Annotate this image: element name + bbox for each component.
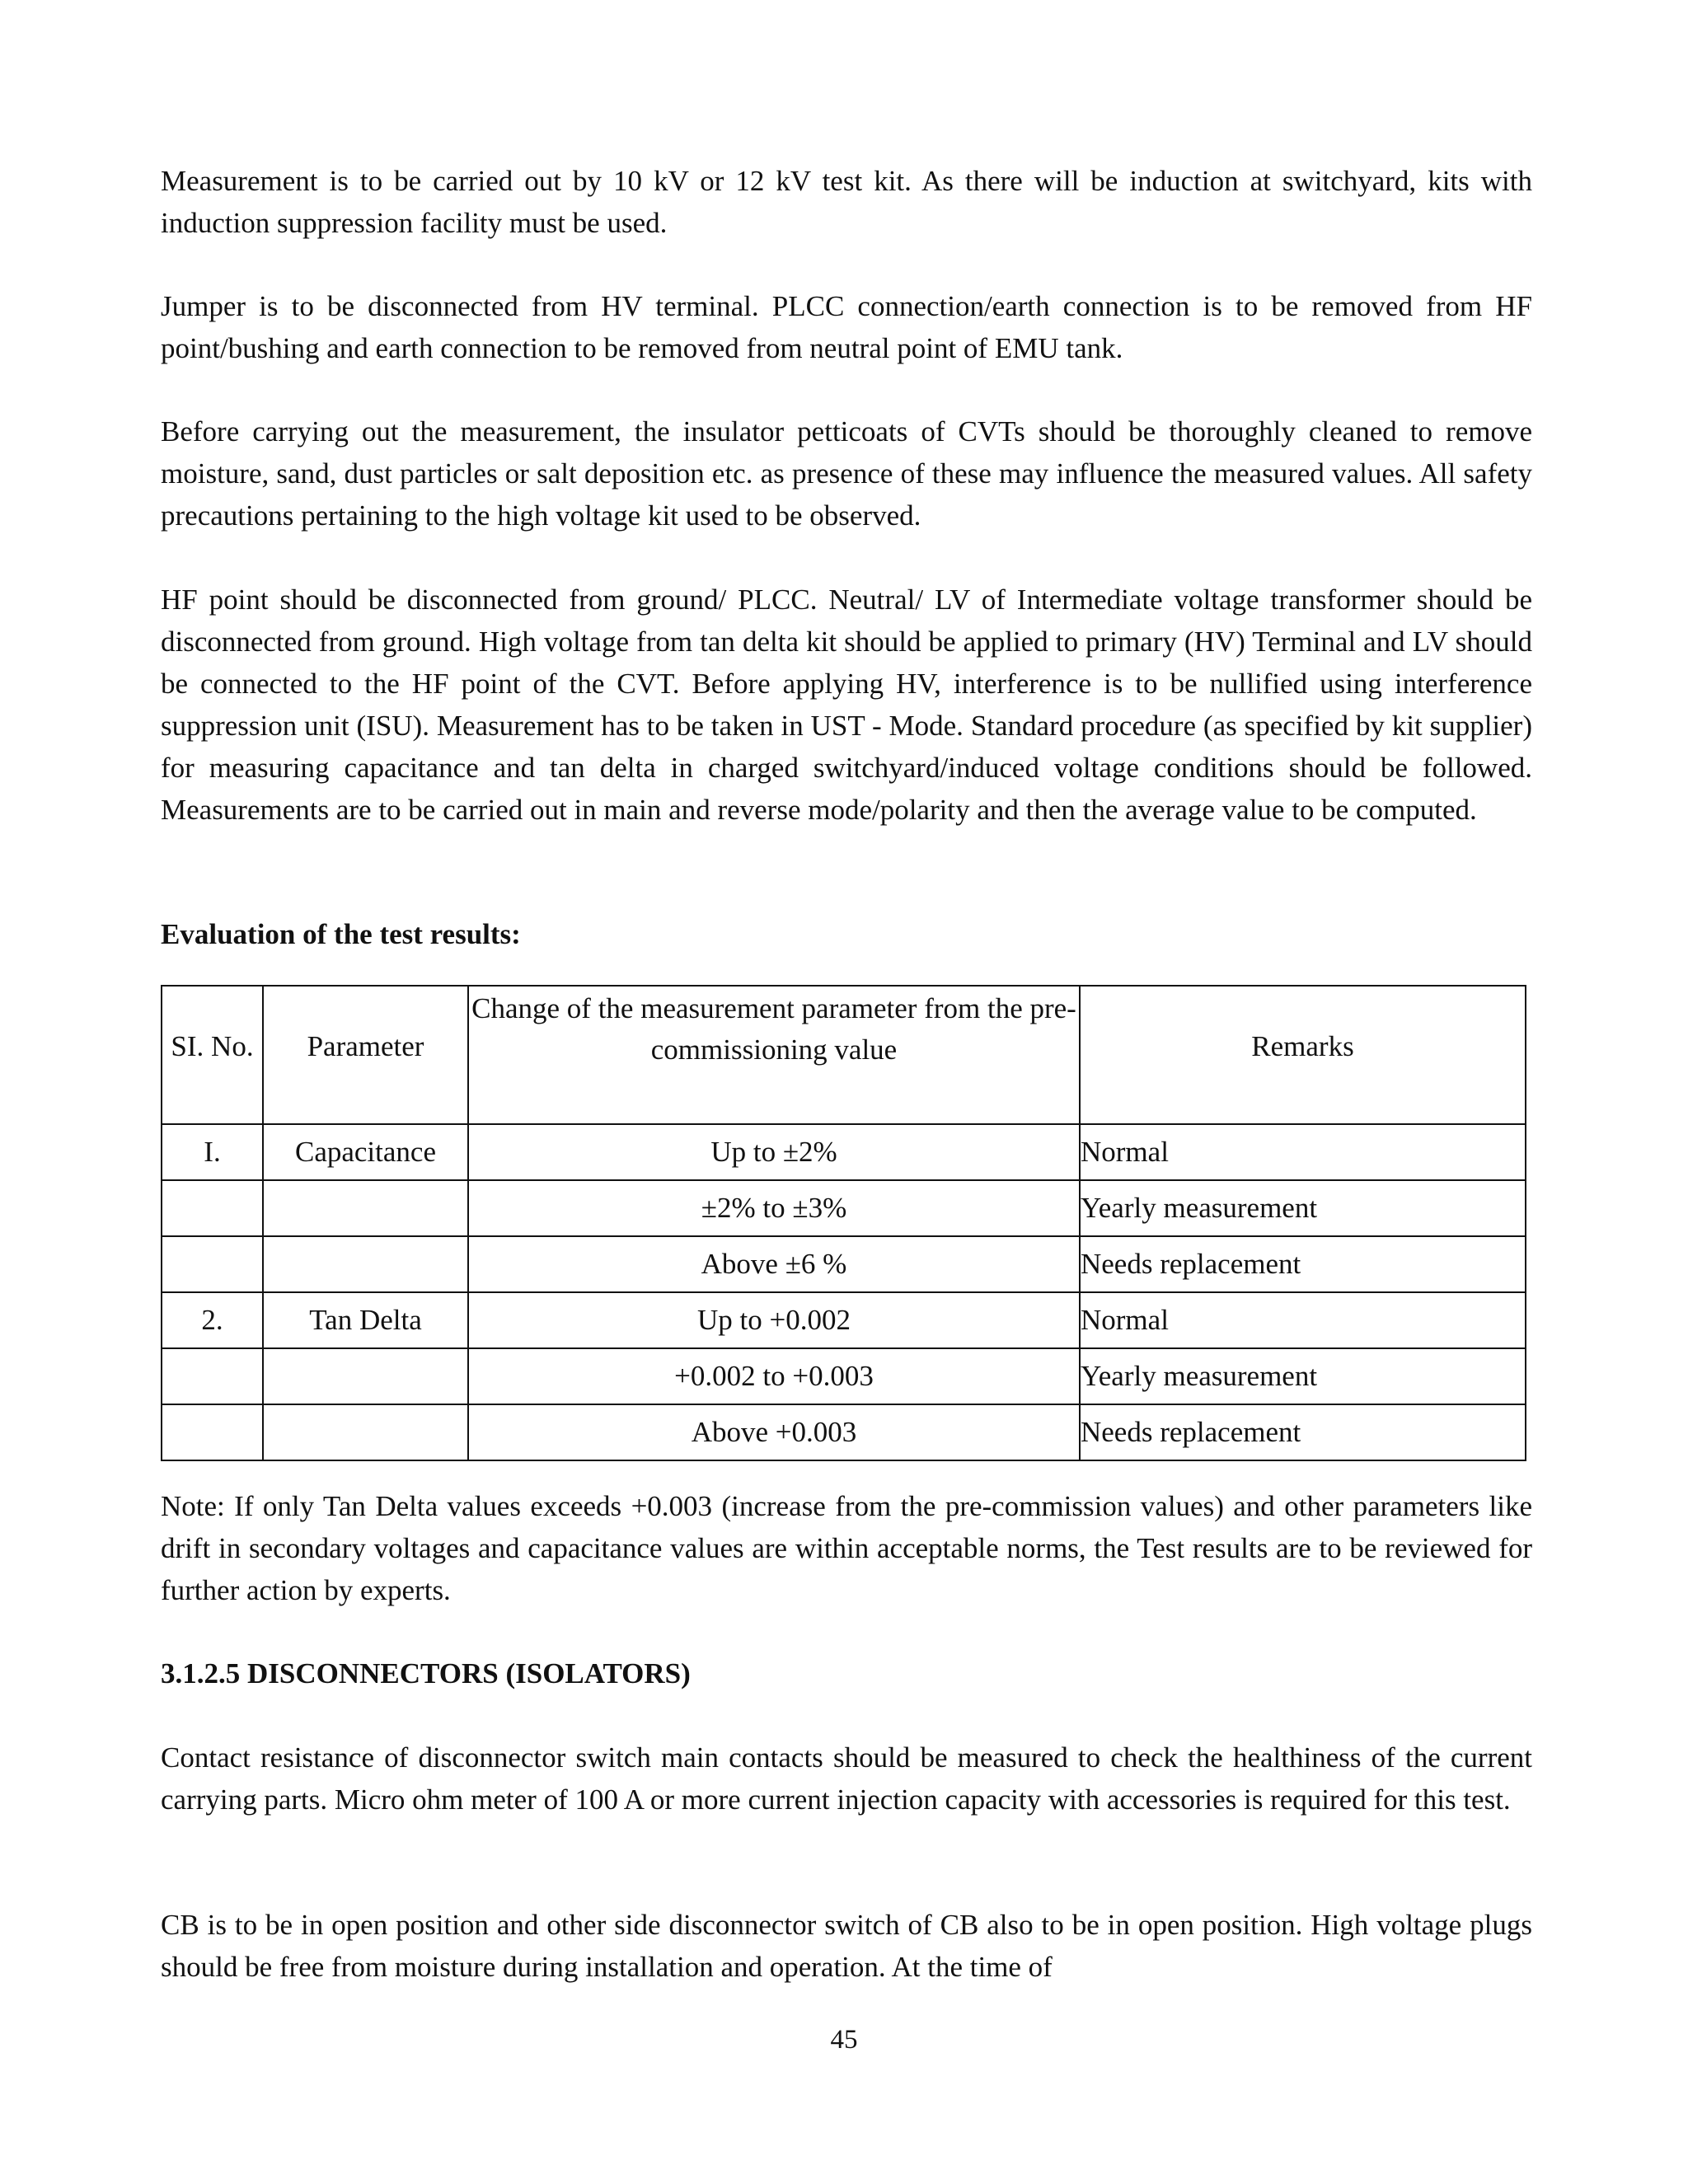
table-row	[162, 1180, 1526, 1236]
header-cell: Remarks	[1080, 986, 1526, 1124]
paragraph: Before carrying out the measurement, the insulator petticoats of CVTs should be thoroughly cleaned to remove moisture, sand, dust particles or salt deposition etc. as presence of these may influence the measured values. All safety precautions pertaining to the high voltage kit used to be observed.	[161, 415, 1532, 532]
header-cell: Change of the measurement parameter from the pre-commissioning value	[468, 986, 1080, 1124]
table-cell: I.	[162, 1124, 263, 1180]
table-header-row	[162, 986, 1526, 1124]
table-row	[162, 1404, 1526, 1460]
paragraph: CB is to be in open position and other side disconnector switch of CB also to be in open position. High voltage plugs should be free from moisture during installation and operation. At the time of	[161, 1909, 1532, 1983]
table-cell: Tan Delta	[263, 1292, 468, 1348]
paragraph: Measurement is to be carried out by 10 kV or 12 kV test kit. As there will be induction at switchyard, kits with induction suppression facility must be used.	[161, 165, 1532, 239]
table-cell: Above ±6 %	[468, 1236, 1080, 1292]
table-cell: +0.002 to +0.003	[468, 1348, 1080, 1404]
table-cell: Normal	[1080, 1124, 1526, 1180]
table-cell	[162, 1180, 263, 1236]
table-cell: Needs replacement	[1080, 1404, 1526, 1460]
table-cell: Normal	[1080, 1292, 1526, 1348]
table-cell	[162, 1404, 263, 1460]
paragraph: Contact resistance of disconnector switch main contacts should be measured to check the healthiness of the current carrying parts. Micro ohm meter of 100 A or more current injection capacity with accessories is required for this test.	[161, 1741, 1532, 1816]
table-cell: ±2% to ±3%	[468, 1180, 1080, 1236]
table-cell	[162, 1348, 263, 1404]
table-row	[162, 1124, 1526, 1180]
table-cell	[263, 1180, 468, 1236]
table-cell: Needs replacement	[1080, 1236, 1526, 1292]
table-cell	[162, 1236, 263, 1292]
table-cell: Up to ±2%	[468, 1124, 1080, 1180]
table-cell: Above +0.003	[468, 1404, 1080, 1460]
header-cell: SI. No.	[162, 986, 263, 1124]
section-heading: 3.1.2.5 DISCONNECTORS (ISOLATORS)	[161, 1657, 691, 1690]
page-number: 45	[830, 2025, 858, 2055]
table-row	[162, 1236, 1526, 1292]
table-row	[162, 1292, 1526, 1348]
note: Note: If only Tan Delta values exceeds +0.003 (increase from the pre-commission values) and other parameters like drift in secondary voltages and capacitance values are within acceptable norms, the Test results are to be reviewed for further action by experts.	[161, 1490, 1532, 1606]
table-cell: Yearly measurement	[1080, 1348, 1526, 1404]
table-row	[162, 1348, 1526, 1404]
evaluation-table	[161, 985, 1526, 1461]
table-cell	[263, 1404, 468, 1460]
table-cell: Yearly measurement	[1080, 1180, 1526, 1236]
table-cell	[263, 1236, 468, 1292]
table-cell: Capacitance	[263, 1124, 468, 1180]
evaluation-heading: Evaluation of the test results:	[161, 918, 521, 950]
paragraph: HF point should be disconnected from ground/ PLCC. Neutral/ LV of Intermediate voltage transformer should be disconnected from ground. High voltage from tan delta kit should be applied to primary (HV) Terminal and LV should be connected to the HF point of the CVT. Before applying HV, interference is to be nullified using interference suppression unit (ISU). Measurement has to be taken in UST - Mode. Standard procedure (as specified by kit supplier) for measuring capacitance and tan delta in charged switchyard/induced voltage conditions should be followed. Measurements are to be carried out in main and reverse mode/polarity and then the average value to be computed.	[161, 583, 1532, 826]
table-cell	[263, 1348, 468, 1404]
header-cell: Parameter	[263, 986, 468, 1124]
paragraph: Jumper is to be disconnected from HV terminal. PLCC connection/earth connection is to be removed from HF point/bushing and earth connection to be removed from neutral point of EMU tank.	[161, 290, 1532, 364]
table-cell: Up to +0.002	[468, 1292, 1080, 1348]
table-cell: 2.	[162, 1292, 263, 1348]
